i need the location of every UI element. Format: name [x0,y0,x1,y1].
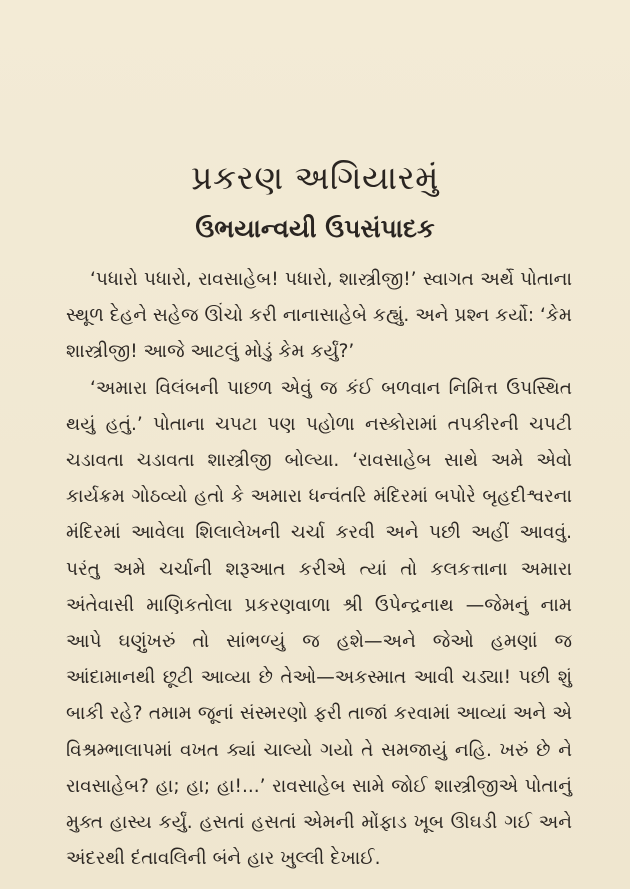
chapter-subtitle: ઉભયાન્વયી ઉપસંપાદક [195,214,435,243]
chapter-title: પ્રકરણ અગિયારમું [191,158,439,197]
body-text [66,262,572,877]
paragraph-greeting: ‘પધારો પધારો, રાવસાહેબ! પધારો, શાસ્ત્રીજી!’ સ્વાગત અર્થે પોતાના સ્થૂળ દેહને સહેજ ઊંચો કરી નાનાસાહેબે કહ્યું. અને પ્રશ્ન કર્યો: ‘કેમ શાસ્ત્રીજી! આજે આટલું મોડું કેમ કર્યું?’ [66,269,572,363]
paragraph-shastriji-reply: ‘અમારા વિલંબની પાછળ એવું જ કંઈ બળવાન નિમિત્ત ઉપસ્થિત થયું હતું.’ પોતાના ચપટા પણ પહોળા નસ્કોરામાં તપકીરની ચપટી ચડાવતા ચડાવતા શાસ્ત્રીજી બોલ્યા. ‘રાવસાહેબ સાથે અમે એવો કાર્યક્રમ ગોઠવ્યો હતો કે અમારા ધન્વંતરિ મંદિરમાં બપોરે બૃહદીશ્વરના મંદિરમાં આવેલા શિલાલેખની ચર્ચા કરવી અને પછી અહીં આવવું. પરંતુ અમે ચર્ચાની શરૂઆત કરીએ ત્યાં તો કલકત્તાના અમારા અંતેવાસી માણિકતોલા પ્રકરણવાળા શ્રી ઉપેન્દ્રનાથ —જેમનું નામ આપે ઘણુંખરું તો સાંભળ્યું જ હશે—અને જેઓ હમણાં જ આંદામાનથી છૂટી આવ્યા છે તેઓ—અકસ્માત આવી ચડ્યા! પછી શું બાકી રહે? તમામ જૂનાં સંસ્મરણો ફરી તાજાં કરવામાં આવ્યાં અને એ વિશ્રમ્ભાલાપમાં વખત ક્યાં ચાલ્યો ગયો તે સમજાયું નહિ. ખરું છે ને રાવસાહેબ? હા; હા; હા!...’ રાવસાહેબ સામે જોઈ શાસ્ત્રીજીએ પોતાનું મુક્ત હાસ્ય કર્યું. હસતાં હસતાં એમની મોંફાડ ખૂબ ઊઘડી ગઈ અને અંદરથી દંતાવલિની બંને હાર ખુલ્લી દેખાઈ. [66,377,572,870]
